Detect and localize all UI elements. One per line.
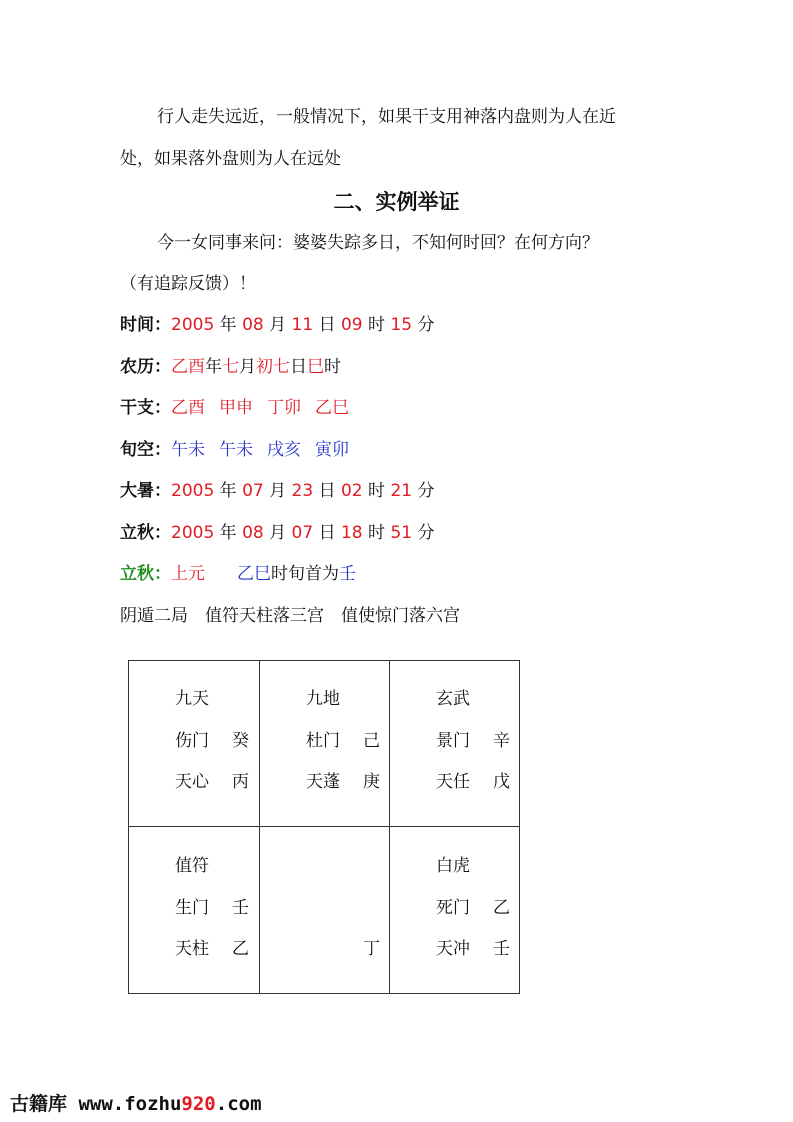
yuan-hour: 乙巳 — [237, 564, 271, 584]
liqiu-month-unit: 月 — [269, 523, 287, 543]
cell-6-door: 死门 — [436, 898, 470, 918]
dashu-day: 23 — [291, 481, 314, 501]
time-row — [120, 314, 434, 336]
grid-top-border — [128, 660, 520, 661]
dashu-day-unit: 日 — [318, 481, 336, 501]
cell-3-door-stem: 辛 — [493, 731, 510, 751]
liqiu-row — [120, 522, 434, 544]
intro-line-1: 行人走失远近，一般情况下，如果干支用神落内盘则为人在近 — [157, 107, 616, 127]
cell-3-star-stem: 戊 — [493, 772, 510, 792]
xunkong-label: 旬空： — [120, 440, 171, 460]
liqiu-minute-unit: 分 — [417, 523, 435, 543]
grid-divider-1 — [259, 660, 260, 994]
liqiu-hour-unit: 时 — [368, 523, 386, 543]
yuan-row — [120, 563, 356, 585]
dashu-month-unit: 月 — [269, 481, 287, 501]
cell-2-god: 九地 — [306, 689, 340, 709]
cell-4-god: 值符 — [175, 856, 209, 876]
cell-4-door-stem: 壬 — [232, 898, 249, 918]
yuan-xunshou: 壬 — [339, 564, 356, 584]
grid-left-border — [128, 660, 129, 994]
lunar-row — [120, 356, 341, 378]
footer-watermark — [10, 1089, 262, 1116]
cell-2-star: 天蓬 — [306, 772, 340, 792]
cell-1-god: 九天 — [175, 689, 209, 709]
time-label: 时间： — [120, 315, 171, 335]
cell-1-door-stem: 癸 — [232, 731, 249, 751]
cell-5-star-stem: 丁 — [363, 939, 380, 959]
cell-2-star-stem: 庚 — [363, 772, 380, 792]
time-minute: 15 — [390, 315, 413, 335]
lunar-day: 初七 — [256, 357, 290, 377]
grid-right-border — [519, 660, 520, 994]
cell-1-star: 天心 — [175, 772, 209, 792]
xunkong-year: 午未 — [171, 440, 205, 460]
cell-1-star-stem: 丙 — [232, 772, 249, 792]
xunkong-day: 戌亥 — [267, 440, 301, 460]
lunar-year-gz: 乙酉 — [171, 357, 205, 377]
yuan-text: 时旬首为 — [271, 564, 339, 584]
xunkong-hour: 寅卯 — [315, 440, 349, 460]
dashu-year-unit: 年 — [219, 481, 237, 501]
time-hour: 09 — [340, 315, 363, 335]
ju-line: 阴遁二局 值符天柱落三宫 值使惊门落六宫 — [120, 606, 460, 626]
liqiu-month: 08 — [242, 523, 264, 543]
cell-6-star: 天冲 — [436, 939, 470, 959]
time-year-unit: 年 — [219, 315, 237, 335]
cell-6-door-stem: 乙 — [493, 898, 510, 918]
question-line-2: （有追踪反馈）！ — [120, 274, 256, 294]
lunar-month-unit: 月 — [239, 357, 256, 377]
liqiu-day: 07 — [291, 523, 314, 543]
cell-4-star-stem: 乙 — [232, 939, 249, 959]
dashu-year: 2005 — [171, 481, 215, 501]
grid-divider-2 — [389, 660, 390, 994]
dashu-hour: 02 — [340, 481, 363, 501]
footer-url-suffix: .com — [215, 1093, 262, 1115]
palace-grid — [128, 660, 520, 996]
xunkong-row — [120, 439, 349, 461]
cell-3-door: 景门 — [436, 731, 470, 751]
cell-2-door: 杜门 — [306, 731, 340, 751]
time-day-unit: 日 — [318, 315, 336, 335]
time-month: 08 — [242, 315, 264, 335]
liqiu-year-unit: 年 — [219, 523, 237, 543]
ganzhi-hour: 乙巳 — [315, 398, 349, 418]
lunar-label: 农历： — [120, 357, 171, 377]
ganzhi-year: 乙酉 — [171, 398, 205, 418]
footer-brand: 古籍库 — [10, 1093, 68, 1115]
dashu-hour-unit: 时 — [368, 481, 386, 501]
yuan-label: 立秋： — [120, 564, 171, 584]
liqiu-label: 立秋： — [120, 523, 171, 543]
lunar-month: 七 — [222, 357, 239, 377]
cell-3-god: 玄武 — [436, 689, 470, 709]
dashu-label: 大暑： — [120, 481, 171, 501]
time-day: 11 — [291, 315, 314, 335]
cell-6-star-stem: 壬 — [493, 939, 510, 959]
xunkong-month: 午未 — [219, 440, 253, 460]
grid-middle-border — [128, 826, 520, 827]
ganzhi-label: 干支： — [120, 398, 171, 418]
dashu-minute: 21 — [390, 481, 413, 501]
cell-4-star: 天柱 — [175, 939, 209, 959]
dashu-month: 07 — [242, 481, 264, 501]
liqiu-minute: 51 — [390, 523, 413, 543]
cell-1-door: 伤门 — [175, 731, 209, 751]
time-minute-unit: 分 — [417, 315, 435, 335]
cell-4-door: 生门 — [175, 898, 209, 918]
yuan-value: 上元 — [171, 564, 205, 584]
time-year: 2005 — [171, 315, 215, 335]
lunar-day-unit: 日 — [290, 357, 307, 377]
section-title: 二、实例举证 — [333, 190, 460, 214]
cell-3-star: 天任 — [436, 772, 470, 792]
time-month-unit: 月 — [269, 315, 287, 335]
liqiu-hour: 18 — [340, 523, 363, 543]
lunar-hour-unit: 时 — [324, 357, 341, 377]
grid-bottom-border — [128, 993, 520, 994]
dashu-row — [120, 480, 434, 502]
question-line-1: 今一女同事来问：婆婆失踪多日，不知何时回？在何方向？ — [157, 233, 599, 253]
cell-2-door-stem: 己 — [363, 731, 380, 751]
time-hour-unit: 时 — [368, 315, 386, 335]
ganzhi-row — [120, 397, 349, 419]
liqiu-day-unit: 日 — [318, 523, 336, 543]
footer-url[interactable] — [78, 1093, 261, 1115]
liqiu-year: 2005 — [171, 523, 215, 543]
lunar-year-unit: 年 — [205, 357, 222, 377]
ganzhi-day: 丁卯 — [267, 398, 301, 418]
dashu-minute-unit: 分 — [417, 481, 435, 501]
cell-6-god: 白虎 — [436, 856, 470, 876]
intro-line-2: 处，如果落外盘则为人在远处 — [120, 149, 341, 169]
footer-url-num: 920 — [181, 1093, 216, 1115]
ganzhi-month: 甲申 — [219, 398, 253, 418]
footer-url-prefix: www.fozhu — [78, 1093, 182, 1115]
lunar-hour: 巳 — [307, 357, 324, 377]
